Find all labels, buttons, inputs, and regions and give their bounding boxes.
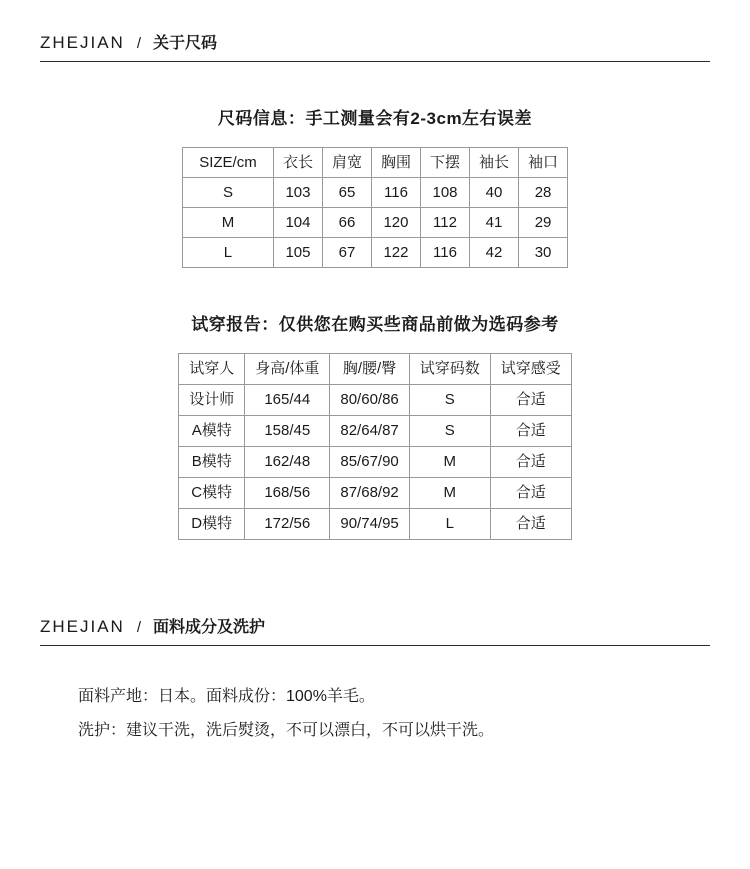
table-cell: C模特 <box>179 478 245 509</box>
table-cell: 112 <box>421 208 470 238</box>
section-subtitle: 面料成分及洗护 <box>153 619 266 636</box>
table-cell: 30 <box>519 238 568 268</box>
table-header-cell: 身高/体重 <box>245 354 330 385</box>
table-cell: 105 <box>273 238 322 268</box>
table-header-cell: 试穿感受 <box>490 354 571 385</box>
table-cell: 67 <box>322 238 371 268</box>
table-header-cell: 胸围 <box>371 148 420 178</box>
table-header-cell: 试穿人 <box>179 354 245 385</box>
table-row <box>179 416 572 447</box>
table-cell: 165/44 <box>245 385 330 416</box>
table-cell: 80/60/86 <box>330 385 409 416</box>
table-cell: 120 <box>371 208 420 238</box>
table-cell: 87/68/92 <box>330 478 409 509</box>
fit-table <box>178 353 572 540</box>
table-cell: L <box>409 509 490 540</box>
table-cell: S <box>182 178 273 208</box>
table-row <box>182 208 567 238</box>
size-table <box>182 147 568 268</box>
table-cell: 116 <box>371 178 420 208</box>
section-header-fabric <box>40 614 710 646</box>
table-header-cell: 胸/腰/臀 <box>330 354 409 385</box>
table-cell: A模特 <box>179 416 245 447</box>
table-cell: 29 <box>519 208 568 238</box>
table-cell: 162/48 <box>245 447 330 478</box>
brand-name: ZHEJIAN <box>40 33 125 52</box>
table-cell: 合适 <box>490 416 571 447</box>
table-cell: D模特 <box>179 509 245 540</box>
table-cell: 104 <box>273 208 322 238</box>
fabric-origin-line: 面料产地：日本。面料成份：100%羊毛。 <box>78 688 375 705</box>
header-separator: / <box>136 35 142 52</box>
table-cell: 41 <box>470 208 519 238</box>
table-header-cell: SIZE/cm <box>182 148 273 178</box>
section-subtitle: 关于尺码 <box>153 35 218 52</box>
size-table-wrapper <box>0 147 750 268</box>
table-row <box>179 385 572 416</box>
table-header-cell: 试穿码数 <box>409 354 490 385</box>
table-row <box>179 478 572 509</box>
table-cell: S <box>409 416 490 447</box>
table-cell: B模特 <box>179 447 245 478</box>
table-header-row <box>179 354 572 385</box>
table-header-cell: 袖长 <box>470 148 519 178</box>
table-header-cell: 袖口 <box>519 148 568 178</box>
table-cell: 90/74/95 <box>330 509 409 540</box>
table-header-cell: 肩宽 <box>322 148 371 178</box>
table-cell: 合适 <box>490 509 571 540</box>
fit-report-title: 试穿报告：仅供您在购买些商品前做为选码参考 <box>191 315 559 334</box>
table-cell: 28 <box>519 178 568 208</box>
table-cell: 168/56 <box>245 478 330 509</box>
table-cell: 合适 <box>490 478 571 509</box>
care-instructions <box>78 680 750 748</box>
table-header-cell: 下摆 <box>421 148 470 178</box>
size-info-title: 尺码信息：手工测量会有2-3cm左右误差 <box>217 109 533 128</box>
header-separator: / <box>136 619 142 636</box>
table-cell: 122 <box>371 238 420 268</box>
table-cell: 合适 <box>490 447 571 478</box>
table-row <box>182 178 567 208</box>
brand-name: ZHEJIAN <box>40 617 125 636</box>
table-cell: 82/64/87 <box>330 416 409 447</box>
table-header-cell: 衣长 <box>273 148 322 178</box>
table-cell: 合适 <box>490 385 571 416</box>
section-header-sizing <box>40 30 710 62</box>
table-cell: 42 <box>470 238 519 268</box>
table-cell: M <box>409 447 490 478</box>
table-cell: M <box>182 208 273 238</box>
table-cell: 设计师 <box>179 385 245 416</box>
fit-table-wrapper <box>0 353 750 540</box>
table-cell: 108 <box>421 178 470 208</box>
table-cell: 66 <box>322 208 371 238</box>
table-cell: 158/45 <box>245 416 330 447</box>
table-header-row <box>182 148 567 178</box>
table-row <box>182 238 567 268</box>
table-cell: 116 <box>421 238 470 268</box>
table-cell: 65 <box>322 178 371 208</box>
table-cell: M <box>409 478 490 509</box>
table-cell: 85/67/90 <box>330 447 409 478</box>
washing-care-line: 洗护：建议干洗，洗后熨烫，不可以漂白，不可以烘干洗。 <box>78 722 495 739</box>
table-cell: 172/56 <box>245 509 330 540</box>
table-cell: S <box>409 385 490 416</box>
table-cell: L <box>182 238 273 268</box>
table-row <box>179 509 572 540</box>
table-cell: 103 <box>273 178 322 208</box>
table-row <box>179 447 572 478</box>
table-cell: 40 <box>470 178 519 208</box>
